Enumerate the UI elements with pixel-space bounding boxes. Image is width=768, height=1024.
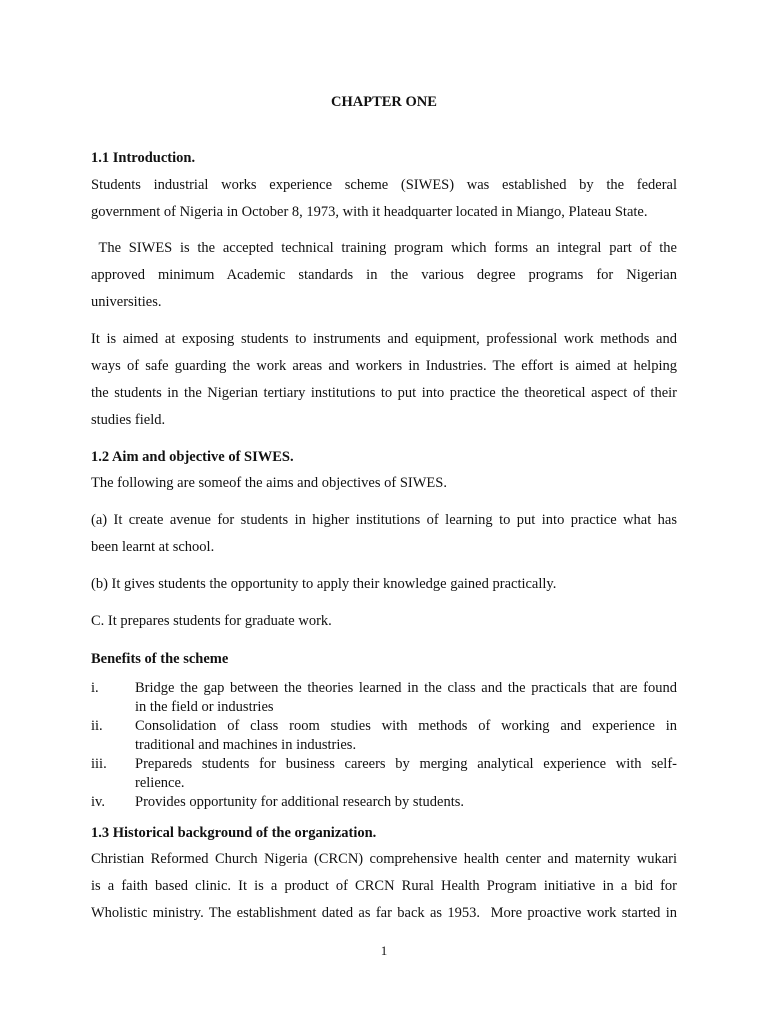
text-line: is a faith based clinic. It is a product of CRCN Rural Health Program initiative in a bid for bbox=[91, 878, 677, 894]
list-item-text bbox=[135, 717, 677, 754]
list-item bbox=[91, 679, 677, 716]
text-line: Provides opportunity for additional research by students. bbox=[135, 794, 465, 810]
intro-paragraph-1 bbox=[91, 172, 677, 226]
section-heading-introduction: 1.1 Introduction. bbox=[91, 150, 196, 166]
list-item bbox=[91, 793, 677, 812]
text-line: Wholistic ministry. The establishment dated as far back as 1953. More proactive work started in bbox=[91, 905, 677, 921]
text-line: ways of safe guarding the work areas and workers in Industries. The effort is aimed at helping bbox=[91, 358, 677, 374]
list-item bbox=[91, 717, 677, 754]
chapter-title: CHAPTER ONE bbox=[331, 94, 437, 110]
list-item bbox=[91, 755, 677, 792]
section-heading-aims: 1.2 Aim and objective of SIWES. bbox=[91, 449, 294, 465]
history-paragraph-1 bbox=[91, 846, 677, 927]
text-line: Students industrial works experience scheme (SIWES) was established by the federal bbox=[91, 177, 677, 193]
list-item-text bbox=[135, 679, 677, 716]
aim-item-b: (b) It gives students the opportunity to apply their knowledge gained practically. bbox=[91, 576, 557, 592]
text-line: The SIWES is the accepted technical training program which forms an integral part of the bbox=[91, 240, 677, 256]
text-line: relience. bbox=[135, 774, 185, 791]
aim-item-c: C. It prepares students for graduate work. bbox=[91, 613, 332, 629]
document-page bbox=[91, 0, 677, 1024]
text-line: (a) It create avenue for students in higher institutions of learning to put into practice what has bbox=[91, 512, 677, 528]
list-number: ii. bbox=[91, 718, 103, 734]
intro-paragraph-2 bbox=[91, 235, 677, 316]
aims-intro: The following are someof the aims and objectives of SIWES. bbox=[91, 475, 447, 491]
text-line: studies field. bbox=[91, 412, 166, 428]
text-line: Christian Reformed Church Nigeria (CRCN) comprehensive health center and maternity wukari bbox=[91, 851, 677, 867]
list-item-text bbox=[135, 793, 677, 812]
benefits-list bbox=[91, 679, 677, 813]
list-number: i. bbox=[91, 680, 99, 696]
text-line: in the field or industries bbox=[135, 698, 274, 715]
intro-paragraph-3 bbox=[91, 326, 677, 434]
text-line: It is aimed at exposing students to instruments and equipment, professional work methods and bbox=[91, 331, 677, 347]
text-line: the students in the Nigerian tertiary institutions to put into practice the theoretical aspect of their bbox=[91, 385, 677, 401]
text-line: government of Nigeria in October 8, 1973, with it headquarter located in Miango, Plateau State. bbox=[91, 204, 648, 220]
text-line: universities. bbox=[91, 294, 162, 310]
aim-item-a bbox=[91, 507, 677, 561]
list-number: iv. bbox=[91, 794, 105, 810]
text-line: Consolidation of class room studies with methods of working and experience in bbox=[135, 718, 677, 734]
text-line: been learnt at school. bbox=[91, 539, 215, 555]
text-line: traditional and machines in industries. bbox=[135, 736, 357, 753]
section-heading-history: 1.3 Historical background of the organization. bbox=[91, 825, 377, 841]
text-line: Prepareds students for business careers by merging analytical experience with self- bbox=[135, 756, 677, 772]
page-number: 1 bbox=[380, 943, 388, 958]
section-heading-benefits: Benefits of the scheme bbox=[91, 651, 229, 667]
text-line: approved minimum Academic standards in the various degree programs for Nigerian bbox=[91, 267, 677, 283]
text-line: Bridge the gap between the theories learned in the class and the practicals that are found bbox=[135, 680, 677, 696]
list-number: iii. bbox=[91, 756, 107, 772]
list-item-text bbox=[135, 755, 677, 792]
